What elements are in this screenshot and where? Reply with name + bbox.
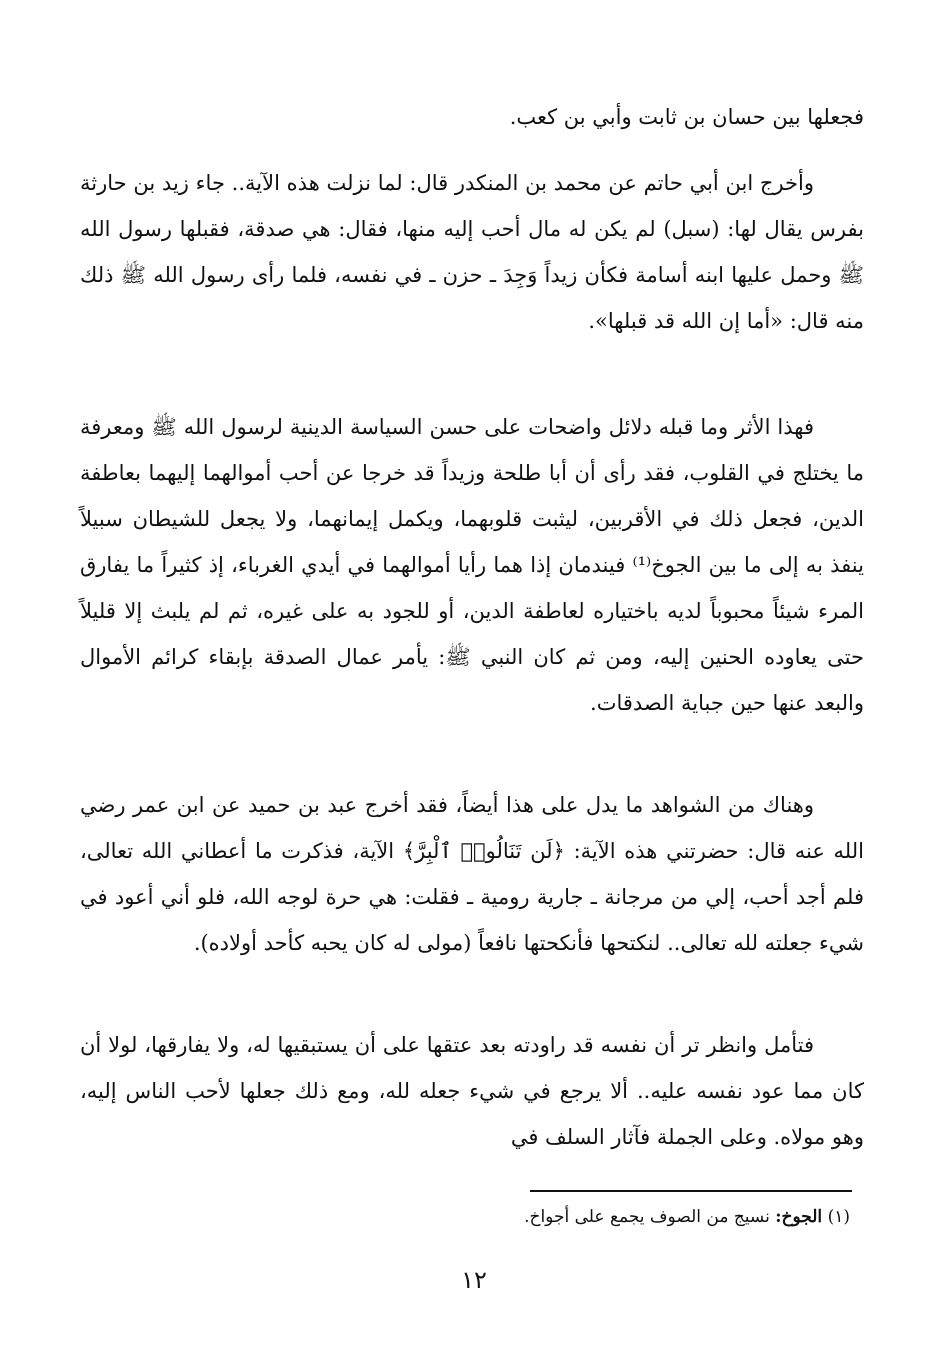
paragraph-continuation (80, 94, 864, 140)
paragraph-commentary (80, 404, 864, 726)
paragraph-evidence (80, 782, 864, 966)
paragraph-text: فجعلها بين حسان بن ثابت وأبي بن كعب. (509, 105, 864, 129)
paragraph-ibn-abi-hatim (80, 160, 864, 344)
paragraph-text: وأخرج ابن أبي حاتم عن محمد بن المنكدر قال: لما نزلت هذه الآية.. جاء زيد بن حارثة بفرس يقال لها: (سبل) لم يكن له مال أحب إليه منها، فقال: هي صدقة، فقبلها رسول الله ﷺ وحمل عليها ابنه أسامة فكأن زيداً وَجِدَ ـ حزن ـ في نفسه، فلما رأى رسول الله ﷺ ذلك منه قال: «أما إن الله قد قبلها». (80, 171, 864, 333)
paragraph-text: فهذا الأثر وما قبله دلائل واضحات على حسن السياسة الدينية لرسول الله ﷺ ومعرفة ما يختلج في القلوب، فقد رأى أن أبا طلحة وزيداً قد خرجا عن أحب أموالهما إليهما بعاطفة الدين، فجعل ذلك في الأقربين، ليثبت قلوبهما، ويكمل إيمانهما، ولا يجعل للشيطان سبيلاً ينفذ به إلى ما بين الجوخ⁽¹⁾ فيندمان إذا هما رأيا أموالهما في أيدي الغرباء، إذ كثيراً ما يفارق المرء شيئاً محبوباً لديه باختياره لعاطفة الدين، أو للجود به على غيره، ثم لم يلبث إلا قليلاً حتى يعاوده الحنين إليه، ومن ثم كان النبي ﷺ: يأمر عمال الصدقة بإبقاء كرائم الأموال والبعد عنها حين جباية الصدقات. (80, 415, 864, 715)
paragraph-text: وهناك من الشواهد ما يدل على هذا أيضاً، فقد أخرج عبد بن حميد عن ابن عمر رضي الله عنه قال: حضرتني هذه الآية: ﴿لَن تَنَالُوا۟ ٱلْبِرَّ﴾ الآية، فذكرت ما أعطاني الله تعالى، فلم أجد أحب، إلي من مرجانة ـ جارية رومية ـ فقلت: هي حرة لوجه الله، فلو أني أعود في شيء جعلته لله تعالى.. لنكتحها فأنكحتها نافعاً (مولى له كان يحبه كأحد أولاده). (80, 793, 864, 955)
footnote-text: نسيج من الصوف يجمع على أجواخ. (524, 1207, 770, 1227)
page-number: ١٢ (461, 1266, 487, 1294)
footnote-divider (530, 1190, 852, 1192)
paragraph-reflection (80, 1022, 864, 1160)
paragraph-text: فتأمل وانظر تر أن نفسه قد راودته بعد عتقها على أن يستبقيها له، ولا يفارقها، لولا أن كان مما عود نفسه عليه.. ألا يرجع في شيء جعله لله، ومع ذلك جعلها لأحب الناس إليه، وهو مولاه. وعلى الجملة فآثار السلف في (80, 1033, 864, 1149)
footnote-marker: (١) (827, 1207, 850, 1227)
footnote (300, 1202, 850, 1232)
footnote-term: الجوخ: (775, 1207, 823, 1227)
